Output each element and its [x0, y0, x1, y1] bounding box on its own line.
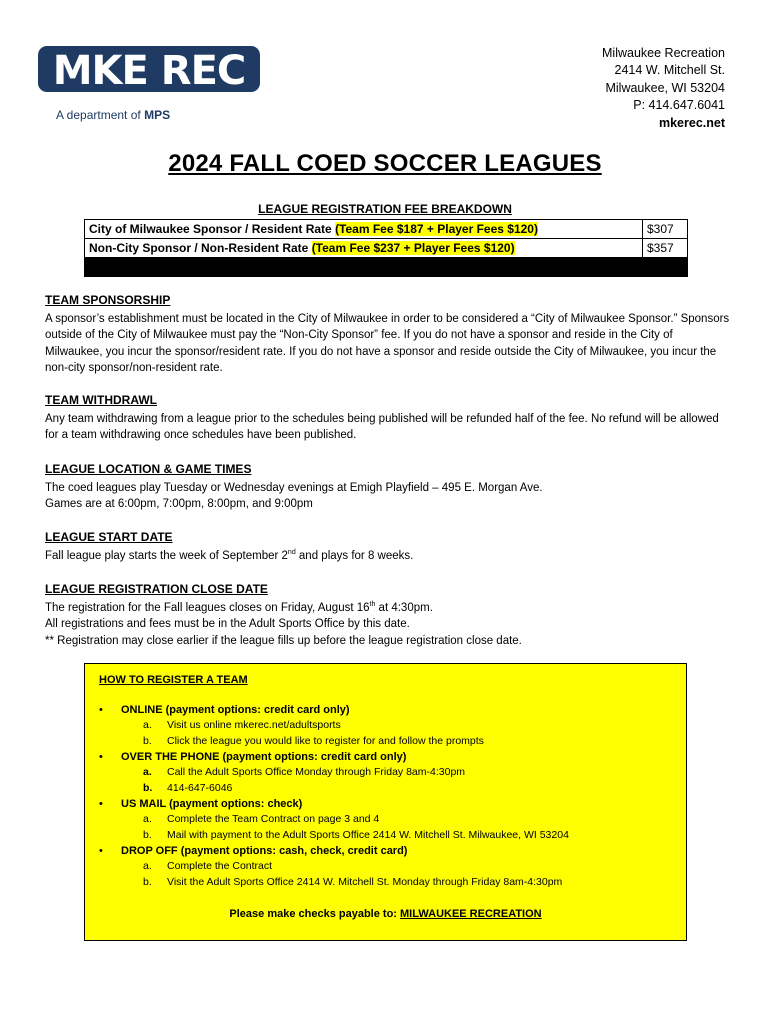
- section-heading: TEAM SPONSORSHIP: [45, 293, 171, 307]
- section-heading: LEAGUE LOCATION & GAME TIMES: [45, 462, 252, 476]
- method-drop-off: [99, 843, 569, 890]
- website-link[interactable]: mkerec.net: [658, 115, 725, 130]
- fee-row-resident: [85, 220, 688, 239]
- logo-tagline: A department of MPS: [56, 108, 171, 122]
- step-item: a. Complete the Contract: [143, 860, 273, 872]
- fee-detail: (Team Fee $237 + Player Fees $120): [311, 241, 515, 255]
- org-name: Milwaukee Recreation: [602, 46, 725, 60]
- bullet-icon: •: [99, 798, 103, 810]
- section-heading: TEAM WITHDRAWL: [45, 393, 157, 407]
- payee-name: MILWAUKEE RECREATION: [400, 908, 542, 920]
- location-section: [45, 461, 730, 513]
- street-address: 2414 W. Mitchell St.: [614, 63, 725, 78]
- fee-detail: (Team Fee $187 + Player Fees $120): [335, 222, 538, 236]
- registration-methods: [99, 702, 569, 890]
- start-date-section: [45, 529, 730, 564]
- method-mail: [99, 796, 569, 843]
- early-close-note: ** Registration may close earlier if the league fills up before the league registration close date.: [45, 634, 522, 647]
- fee-amount: $307: [643, 220, 688, 239]
- city-state-zip: Milwaukee, WI 53204: [605, 80, 725, 95]
- step-item: b. 414-647-6046: [143, 781, 233, 794]
- withdrawal-section: [45, 392, 730, 444]
- step-item: a. Complete the Team Contract on page 3 and 4: [143, 813, 380, 825]
- bullet-icon: •: [99, 751, 103, 763]
- section-text: A sponsor’s establishment must be located in the City of Milwaukee in order to be considered a “City of Milwaukee Sponsor.” Sponsors outside of the City of Milwaukee must pay the “Non-City Sponsor” fee. If you do not have a sponsor and reside in the City of Milwaukee, you incur the sponsor/resident rate. If you do not have a sponsor and reside outside the City of Milwaukee, you incur the non-city sponsor/non-resident rate.: [45, 312, 730, 374]
- section-heading: LEAGUE REGISTRATION CLOSE DATE: [45, 582, 268, 596]
- how-to-register-title: HOW TO REGISTER A TEAM: [99, 674, 248, 686]
- step-item: b. Visit the Adult Sports Office 2414 W. Mitchell St. Monday through Friday 8am-4:30pm: [143, 875, 563, 888]
- method-title: OVER THE PHONE (payment options: credit card only): [121, 751, 407, 763]
- fee-row-blank: [85, 258, 688, 277]
- times-line: Games are at 6:00pm, 7:00pm, 8:00pm, and 9:00pm: [45, 498, 313, 510]
- step-item: b. Click the league you would like to register for and follow the prompts: [143, 734, 484, 747]
- bullet-icon: •: [99, 704, 103, 716]
- sponsorship-section: [45, 292, 730, 377]
- start-date-text: Fall league play starts the week of September 2nd and plays for 8 weeks.: [45, 548, 414, 562]
- section-heading: LEAGUE START DATE: [45, 530, 173, 544]
- deadline-note: All registrations and fees must be in the Adult Sports Office by this date.: [45, 618, 410, 630]
- mke-rec-logo: [38, 46, 260, 122]
- step-item: b. Mail with payment to the Adult Sports Office 2414 W. Mitchell St. Milwaukee, WI 53204: [143, 828, 569, 841]
- phone-number: P: 414.647.6041: [633, 98, 725, 113]
- close-date-section: [45, 581, 730, 649]
- address-block: [602, 45, 725, 132]
- checks-payable-note: Please make checks payable to: MILWAUKEE RECREATION: [229, 908, 542, 920]
- page-title: 2024 FALL COED SOCCER LEAGUES: [168, 150, 602, 177]
- close-date-text: The registration for the Fall leagues closes on Friday, August 16th at 4:30pm.: [45, 600, 433, 614]
- fee-table-heading: LEAGUE REGISTRATION FEE BREAKDOWN: [258, 202, 512, 216]
- method-online: [99, 702, 569, 749]
- step-item: a. Visit us online mkerec.net/adultsports: [143, 719, 341, 731]
- method-title: DROP OFF (payment options: cash, check, credit card): [121, 845, 408, 857]
- fee-amount: $357: [643, 239, 688, 258]
- step-item: a. Call the Adult Sports Office Monday through Friday 8am-4:30pm: [143, 766, 466, 778]
- bullet-icon: •: [99, 845, 103, 857]
- method-phone: [99, 749, 569, 796]
- location-line: The coed leagues play Tuesday or Wednesday evenings at Emigh Playfield – 495 E. Morgan Ave.: [45, 481, 543, 494]
- fee-row-nonresident: [85, 239, 688, 258]
- section-text: Any team withdrawing from a league prior to the schedules being published will be refunded half of the fee. No refund will be allowed for a team withdrawing once schedules have been published.: [45, 412, 719, 441]
- fee-table: [84, 219, 688, 277]
- how-to-register-box: [84, 663, 687, 941]
- fee-label: City of Milwaukee Sponsor / Resident Rate: [89, 222, 332, 236]
- method-title: ONLINE (payment options: credit card only): [121, 704, 350, 716]
- logo-text: MKE REC: [52, 48, 246, 92]
- logo-mark: [38, 46, 260, 92]
- method-title: US MAIL (payment options: check): [121, 798, 303, 810]
- fee-label: Non-City Sponsor / Non-Resident Rate: [89, 241, 309, 255]
